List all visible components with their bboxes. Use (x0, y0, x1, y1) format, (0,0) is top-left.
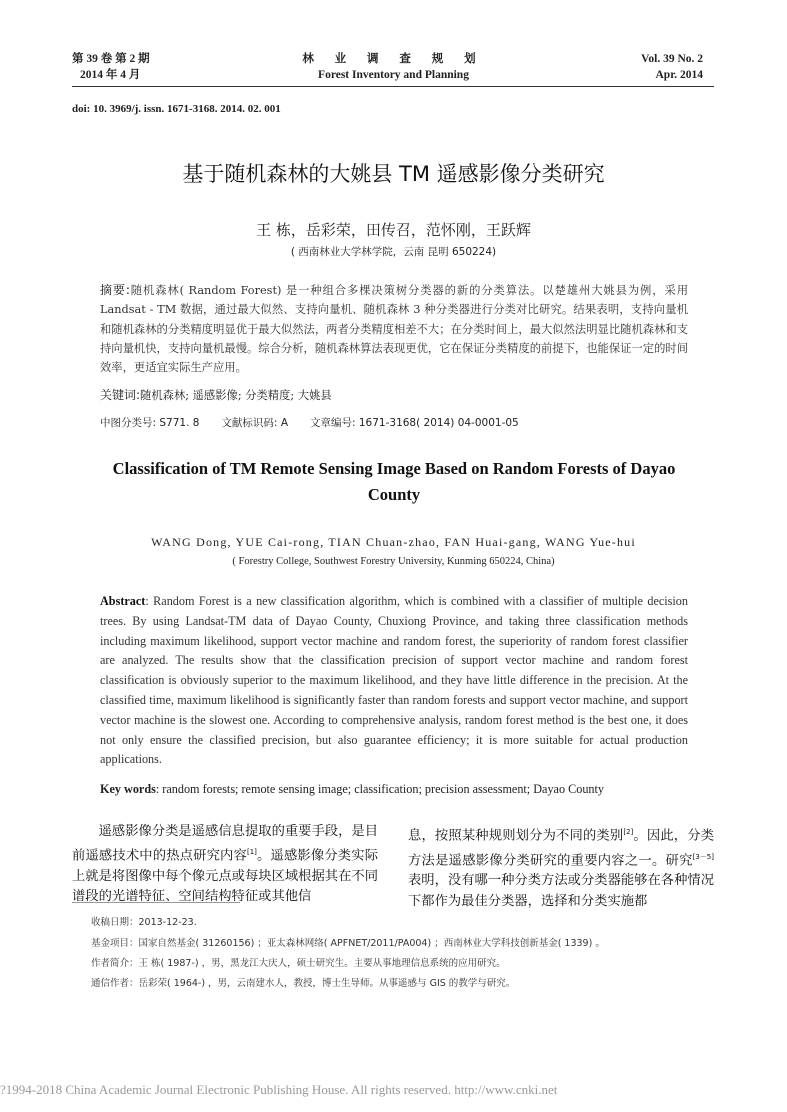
keywords-cn (100, 386, 688, 405)
keywords-en-label: Key words (100, 782, 156, 796)
keywords-en (100, 780, 688, 799)
document-code: 文献标识码: A (221, 417, 288, 429)
doi[interactable]: doi: 10. 3969/j. issn. 1671-3168. 2014. 02. 001 (72, 103, 281, 115)
abstract-cn-label: 摘要: (100, 283, 130, 297)
body-text: 遥感影像分类是遥感信息提取的重要手段，是目前遥感技术中的热点研究内容 (72, 824, 378, 864)
footnote-author: 作者简介：王 栋( 1987-) ，男，黑龙江大庆人，硕士研究生。主要从事地理信息系统的应用研究。 (91, 958, 506, 969)
abstract-cn-text: 随机森林( Random Forest) 是一种组合多棵决策树分类器的新的分类算法。以楚雄州大姚县为例，采用 Landsat - TM 数据，通过最大似然、支持向量机、随机森林 3 种分类器进行分类对比研究。结果表明，支持向量机和随机森林的分类精度明显优于最大似然法，两者分类精度相差不大；在分类时间上，最大似然法明显比随机森林和支持向量机快，支持向量机最慢。综合分析，随机森林算法表现更优，它在保证分类精度的前提下，也能保证一定的时间效率，更适宜实际生产应用。 (100, 284, 688, 375)
abstract-en-label: Abstract (100, 594, 146, 608)
footnote-rule (72, 902, 240, 903)
keywords-cn-text: 随机森林; 遥感影像; 分类精度; 大姚县 (140, 389, 332, 402)
title-cn: 基于随机森林的大姚县 TM 遥感影像分类研究 (182, 162, 605, 186)
keywords-cn-label: 关键词: (100, 388, 141, 402)
header-rule (72, 86, 714, 87)
title-en: Classification of TM Remote Sensing Image Based on Random Forests of Dayao County (112, 459, 676, 504)
abstract-cn (100, 281, 688, 377)
keywords-en-text: : random forests; remote sensing image; classification; precision assessment; Dayao County (155, 782, 604, 796)
citation-ref[interactable]: [2] (623, 828, 634, 836)
body-text: 。因此，分类方法是遥感影像分类研究的重要内容之一。研究 (408, 828, 715, 869)
journal-name-cn: 林 业 调 查 规 划 (302, 53, 485, 65)
affiliation-cn: ( 西南林业大学林学院，云南 昆明 650224) (290, 246, 497, 258)
footnote-corresponding: 通信作者：岳彩荣( 1964-) ，男，云南建水人，教授，博士生导师。从事遥感与 GIS 的教学与研究。 (91, 978, 516, 989)
body-text: 息，按照某种规则划分为不同的类别 (408, 828, 624, 844)
date-cn: 2014 年 4 月 (80, 69, 141, 81)
citation-ref[interactable]: [3－5] (692, 852, 714, 861)
affiliation-en: ( Forestry College, Southwest Forestry University, Kunming 650224, China) (232, 556, 555, 567)
footnote-fund: 基金项目：国家自然基金( 31260156) ；亚太森林网络( APFNET/2011/PA004) ；西南林业大学科技创新基金( 1339) 。 (91, 938, 605, 949)
body-text: 表明，没有哪一种分类方法或分类器能够在各种情况下都作为最佳分类器，选择和分类实施都 (408, 873, 714, 909)
citation-ref[interactable]: [1] (246, 848, 257, 857)
body-text: 。遥感影像分类实际上就是将图像中每个像元点或每块区域根据其在不同谱段的光谱特征、空间结构特征或其他信 (72, 848, 379, 905)
footer-copyright: ?1994-2018 China Academic Journal Electronic Publishing House. All rights reserved. http://www.cnki.net (0, 1082, 558, 1097)
authors-cn: 王 栋，岳彩荣，田传召，范怀刚，王跃辉 (256, 221, 531, 239)
body-column-right (408, 822, 714, 912)
clc-number: 中图分类号: S771. 8 (100, 417, 200, 429)
article-number: 文章编号: 1671-3168( 2014) 04-0001-05 (310, 417, 519, 429)
body-column-left (72, 822, 378, 908)
footnote-received: 收稿日期：2013-12-23. (91, 917, 197, 928)
volume-issue-cn: 第 39 卷 第 2 期 (72, 53, 150, 65)
header-right (641, 51, 703, 83)
journal-name-en: Forest Inventory and Planning (318, 69, 469, 81)
classification-codes (100, 415, 541, 430)
volume-issue-en: Vol. 39 No. 2 (641, 53, 703, 65)
abstract-en (100, 592, 688, 770)
date-en: Apr. 2014 (655, 69, 703, 81)
authors-en: WANG Dong, YUE Cai-rong, TIAN Chuan-zhao, FAN Huai-gang, WANG Yue-hui (151, 535, 636, 549)
abstract-en-text: : Random Forest is a new classification algorithm, which is combined with a classifier of multiple decision trees. By using Landsat-TM data of Dayao County, Chuxiong Province, and taking three classification methods including maximum likelihood, support vector machine and random forest, the superiority of random forest classifier are analyzed. The results show that the classification precision of support vector machine and random forest classification is obviously superior to the maximum likelihood, and they have little difference in the precision. At the classified time, maximum likelihood is significantly faster than random forests and support vector machine, and support vector machine is the slowest one. According to comprehensive analysis, random forest method is the best one, it does not only ensure the classified precision, but also guarantee efficiency; it is more suitable for actual production applications. (100, 594, 688, 767)
